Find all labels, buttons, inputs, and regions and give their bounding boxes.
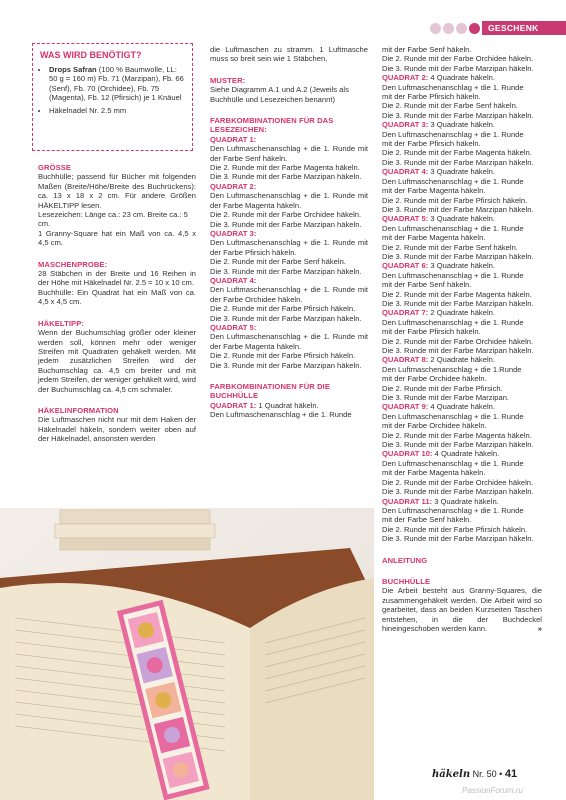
square-text: mit der Farbe Magenta häkeln. [382,233,486,243]
square-text: Den Luftmaschenanschlag + die 1. Runde [382,505,524,515]
square-line [382,233,542,242]
bookmark-photo [0,508,374,800]
square-text: 3 Quadrate häkeln. [428,261,495,271]
square-text: Die 2. Runde mit der Farbe Orchidee häkeln. [382,477,534,487]
square-title: QUADRAT 5: [210,322,257,332]
square-text: Die 2. Runde mit der Farbe Pfirsich häkeln. [382,524,528,534]
column-left [38,163,196,444]
square-text: 4 Quadrate häkeln. [428,402,495,412]
section-heading: FARBKOMBINATIONEN FÜR DAS LESEZEICHEN: [210,116,334,135]
section-heading: FARBKOMBINATIONEN FÜR DIE BUCHHÜLLE [210,382,331,401]
square-title: QUADRAT 8: [382,355,429,365]
square-title: QUADRAT 9: [382,402,429,412]
square-line: Die 2. Runde mit der Farbe Pfirsich häkeln. [210,304,356,314]
square-text: Die 3. Runde mit der Farbe Marzipan häkeln. [382,534,534,544]
category-dot [456,23,467,34]
paragraph-text: Die Arbeit besteht aus Granny-Squares, die zusammengehäkelt werden. Die Arbeit wird so gearbeitet, dass an beiden Kurzseiten Taschen entstehen, in die der Buchdeckel hineingeschoben werden kann. [382,586,542,633]
square-line [382,534,542,543]
continue-mark: » [537,623,542,633]
square-line: Den Luftmaschenanschlag + die 1. Runde mit der Farbe Senf häkeln. [210,144,368,163]
materials-title: WAS WIRD BENÖTIGT? [40,50,142,60]
square-text: 3 Quadrate häkeln. [428,167,495,177]
bookmark-photo-illustration [0,508,374,800]
square-line [382,459,542,468]
square-line [382,45,542,54]
square-line [382,186,542,195]
square-text: 3 Quadrate häkeln. [428,214,495,224]
square-text: Den Luftmaschenanschlag + die 1. Runde [382,223,524,233]
paragraph: Lesezeichen: Länge ca.: 23 cm. Breite ca.: 5 cm. [38,210,188,229]
square-line: Den Luftmaschenanschlag + die 1. Runde mit der Farbe Orchidee häkeln. [210,285,368,304]
square-text: mit der Farbe Senf häkeln. [382,280,472,290]
paragraph: Siehe Diagramm A.1 und A.2 (Jeweils als Buchhülle und Lesezeichen benannt) [210,85,349,104]
square-text: Die 2. Runde mit der Farbe Orchidee häkeln. [382,54,534,64]
square-text: 4 Quadrate häkeln. [428,73,495,83]
square-line [382,101,542,110]
square-text: mit der Farbe Pfirsich häkeln. [382,327,481,337]
square-text: Die 3. Runde mit der Farbe Marzipan häkeln. [382,110,534,120]
square-text: Die 2. Runde mit der Farbe Pfirsich. [382,383,503,393]
square-text: Die 2. Runde mit der Farbe Orchidee häkeln. [382,336,534,346]
square-line [382,478,542,487]
square-line [382,299,542,308]
square-line: Die 3. Runde mit der Farbe Marzipan häkeln. [210,266,362,276]
square-line: Den Luftmaschenanschlag + die 1. Runde mit der Farbe Magenta häkeln. [210,332,368,351]
square-text: Den Luftmaschenanschlag + die 1. Runde [382,317,524,327]
square-text: Die 3. Runde mit der Farbe Marzipan. [382,393,510,403]
category-label: GESCHENK [482,21,566,35]
square-text: mit der Farbe Orchidee häkeln. [382,421,487,431]
watermark: PassionForum.ru [462,786,523,795]
square-text: Die 2. Runde mit der Farbe Magenta häkeln. [382,148,532,158]
paragraph [382,586,542,633]
section-heading: HÄKELINFORMATION [38,405,119,415]
square-line: Die 2. Runde mit der Farbe Magenta häkeln. [210,163,360,173]
square-line [382,64,542,73]
square-text: Den Luftmaschenanschlag + die 1. Runde [382,129,524,139]
square-line [382,346,542,355]
square-line: Die 3. Runde mit der Farbe Marzipan häkeln. [210,360,362,370]
square-line [382,224,542,233]
square-title: QUADRAT 1: [210,400,257,410]
square-line [382,148,542,157]
square-text: 3 Quadrate häkeln. [428,120,495,130]
paragraph: 28 Stäbchen in der Breite und 16 Reihen in der Höhe mit Häkelnadel Nr. 2.5 = 10 x 10 cm. [38,269,196,288]
paragraph: die Luftmaschen zu stramm. 1 Luftmasche muss so breit sein wie 1 Stäbchen. [210,45,368,64]
square-text: mit der Farbe Senf häkeln. [382,515,472,525]
square-text: Die 3. Runde mit der Farbe Marzipan häkeln. [382,487,534,497]
square-text: Den Luftmaschenanschlag + die 1. Runde [382,82,524,92]
square-line [382,130,542,139]
square-text: Die 2. Runde mit der Farbe Magenta häkeln. [382,430,532,440]
square-line [382,393,542,402]
square-text: Den Luftmaschenanschlag + die 1. Runde [382,176,524,186]
square-line [382,365,542,374]
square-line [382,412,542,421]
section-heading: MUSTER: [210,75,246,85]
square-line [382,497,542,506]
square-line [382,384,542,393]
square-line [382,54,542,63]
square-text: 2 Quadrate häkeln. [428,308,495,318]
square-text: Die 2. Runde mit der Farbe Pfirsich häkeln. [382,195,528,205]
square-text: Die 2. Runde mit der Farbe Senf häkeln. [382,101,518,111]
square-line [382,525,542,534]
square-line [382,261,542,270]
section-heading: MASCHENPROBE: [38,259,108,269]
square-text: Die 2. Runde mit der Farbe Senf häkeln. [382,242,518,252]
square-line [382,374,542,383]
materials-item [49,65,185,103]
footer-bullet: • [499,769,503,779]
square-title: QUADRAT 4: [210,275,257,285]
materials-list [40,65,185,115]
square-line [382,431,542,440]
square-line [382,449,542,458]
square-title: QUADRAT 5: [382,214,429,224]
square-title: QUADRAT 2: [210,181,257,191]
square-line: Die 2. Runde mit der Farbe Senf häkeln. [210,257,346,267]
square-line [382,515,542,524]
category-dot-active [469,23,480,34]
square-text: Den Luftmaschenanschlag + die 1. Runde [382,458,524,468]
materials-item-text: (100 % Baumwolle, LL: 50 g = 160 m) Fb. 71 (Marzipan), Fb. 66 (Senf), Fb. 70 (Orchidee), Fb. 75 (Magenta), Fb. 12 (Pfirsich) je 1 Knäuel [49,65,184,103]
square-line [382,327,542,336]
cover-square-list [382,45,542,544]
square-line [382,196,542,205]
section-heading: GRÖSSE [38,163,72,172]
square-line [382,205,542,214]
square-title: QUADRAT 11: [382,496,433,506]
square-line [382,506,542,515]
square-line [382,252,542,261]
square-text: Die 3. Runde mit der Farbe Marzipan häkeln. [382,63,534,73]
square-line [382,318,542,327]
square-text: 3 Quadrate häkeln. [432,496,499,506]
square-text: Die 3. Runde mit der Farbe Marzipan häkeln. [382,204,534,214]
square-line [382,158,542,167]
paragraph: Wenn der Buchumschlag größer oder kleiner werden soll, können mehr oder weniger Streifen mit Quadraten gehäkelt werden. Mit jedem zusätzlichen Streifen wird der Buchumschlag ca. 4,5 cm breiter und mit jedem Streifen, der weniger gehäkelt wird, wird der Buchumschlag ca. 4,5 cm schmaler. [38,328,196,394]
square-text: Den Luftmaschenanschlag + die 1. Runde [382,411,524,421]
square-text: Die 3. Runde mit der Farbe Marzipan häkeln. [382,298,534,308]
square-line [382,83,542,92]
square-line: Die 3. Runde mit der Farbe Marzipan häkeln. [210,172,362,182]
square-text: mit der Farbe Magenta häkeln. [382,186,486,196]
square-title: QUADRAT 10: [382,449,433,459]
square-line [382,337,542,346]
paragraph: Die Luftmaschen nicht nur mit dem Haken der Häkelnadel häkeln, sondern weiter oben auf der Häkelnadel, ansonsten werden [38,415,196,444]
materials-box [32,43,193,151]
square-text: mit der Farbe Pfirsich häkeln. [382,139,481,149]
paragraph [210,401,368,410]
square-text: Den Luftmaschenanschlag + die 1. Runde [382,270,524,280]
square-line [382,308,542,317]
square-line [382,290,542,299]
square-line [382,120,542,129]
square-line [382,167,542,176]
square-text: 2 Quadrate häkeln. [428,355,495,365]
square-line: Den Luftmaschenanschlag + die 1. Runde mit der Farbe Pfirsich häkeln. [210,238,368,257]
page-footer [432,768,517,780]
square-line [382,177,542,186]
square-text: Die 3. Runde mit der Farbe Marzipan häkeln. [382,346,534,355]
square-title: QUADRAT 4: [382,167,429,177]
square-title: QUADRAT 7: [382,308,429,318]
square-line [382,421,542,430]
square-title: QUADRAT 3: [210,228,257,238]
section-heading: BUCHHÜLLE [382,576,431,586]
square-title: QUADRAT 6: [382,261,429,271]
category-dot [430,23,441,34]
section-heading: HÄKELTIPP: [38,318,84,328]
square-text: 4 Quadrate häkeln. [432,449,500,459]
square-line [382,402,542,411]
paragraph: Den Luftmaschenanschlag + die 1. Runde [210,410,352,420]
square-line [382,271,542,280]
square-line [382,111,542,120]
square-line: Die 3. Runde mit der Farbe Marzipan häkeln. [210,219,362,229]
paragraph: 1 Granny-Square hat ein Maß von ca. 4,5 x 4,5 cm. [38,228,196,248]
square-text: Die 2. Runde mit der Farbe Magenta häkeln. [382,289,532,299]
square-text: Die 3. Runde mit der Farbe Marzipan häkeln. [382,251,534,261]
square-line [382,487,542,496]
square-line: Die 3. Runde mit der Farbe Marzipan häkeln. [210,313,362,323]
paragraph: Buchhülle; passend für Bücher mit folgenden Maßen (Breite/Höhe/Breite des Buchrückens): ca. 13 x 18 x 2 cm. Für andere Größen HÄKELTIPP lesen. [38,172,196,210]
square-text: mit der Farbe Pfirsich häkeln. [382,92,481,102]
square-text: Den Luftmaschenanschlag + die 1.Runde [382,364,522,374]
magazine-name: häkeln [432,769,471,780]
square-line: Die 2. Runde mit der Farbe Orchidee häkeln. [210,210,362,220]
square-title: QUADRAT 2: [382,73,429,83]
page-number: 41 [504,768,518,780]
paragraph: Buchhülle: Ein Quadrat hat ein Maß von ca. 4,5 x 4,5 cm. [38,287,196,307]
issue-number: Nr. 50 [472,769,497,779]
materials-item-text: Häkelnadel Nr. 2.5 mm [49,105,127,115]
square-title: QUADRAT 1: [210,134,257,144]
square-text: mit der Farbe Magenta häkeln. [382,468,486,478]
square-text: mit der Farbe Orchidee häkeln. [382,374,487,384]
square-line [382,92,542,101]
section-heading: ANLEITUNG [382,555,428,565]
category-dot [443,23,454,34]
square-text: mit der Farbe Senf häkeln. [382,45,472,54]
square-line: Den Luftmaschenanschlag + die 1. Runde mit der Farbe Magenta häkeln. [210,191,368,210]
square-line [382,73,542,82]
bookmark-square-list [210,135,368,370]
square-line [382,440,542,449]
square-line [382,139,542,148]
square-text: 1 Quadrat häkeln. [256,400,319,410]
square-line: Die 2. Runde mit der Farbe Pfirsich häkeln. [210,351,356,361]
square-line [382,468,542,477]
square-text: Die 3. Runde mit der Farbe Marzipan häkeln. [382,440,534,450]
square-title: QUADRAT 3: [382,120,429,130]
column-middle [210,45,368,420]
square-line [382,214,542,223]
column-right [382,45,542,633]
square-text: Die 3. Runde mit der Farbe Marzipan häkeln. [382,157,534,167]
materials-item [49,106,185,115]
square-line [382,243,542,252]
materials-item-bold: Drops Safran [49,65,97,74]
category-bar [430,21,566,35]
square-line [382,355,542,364]
square-line [382,280,542,289]
